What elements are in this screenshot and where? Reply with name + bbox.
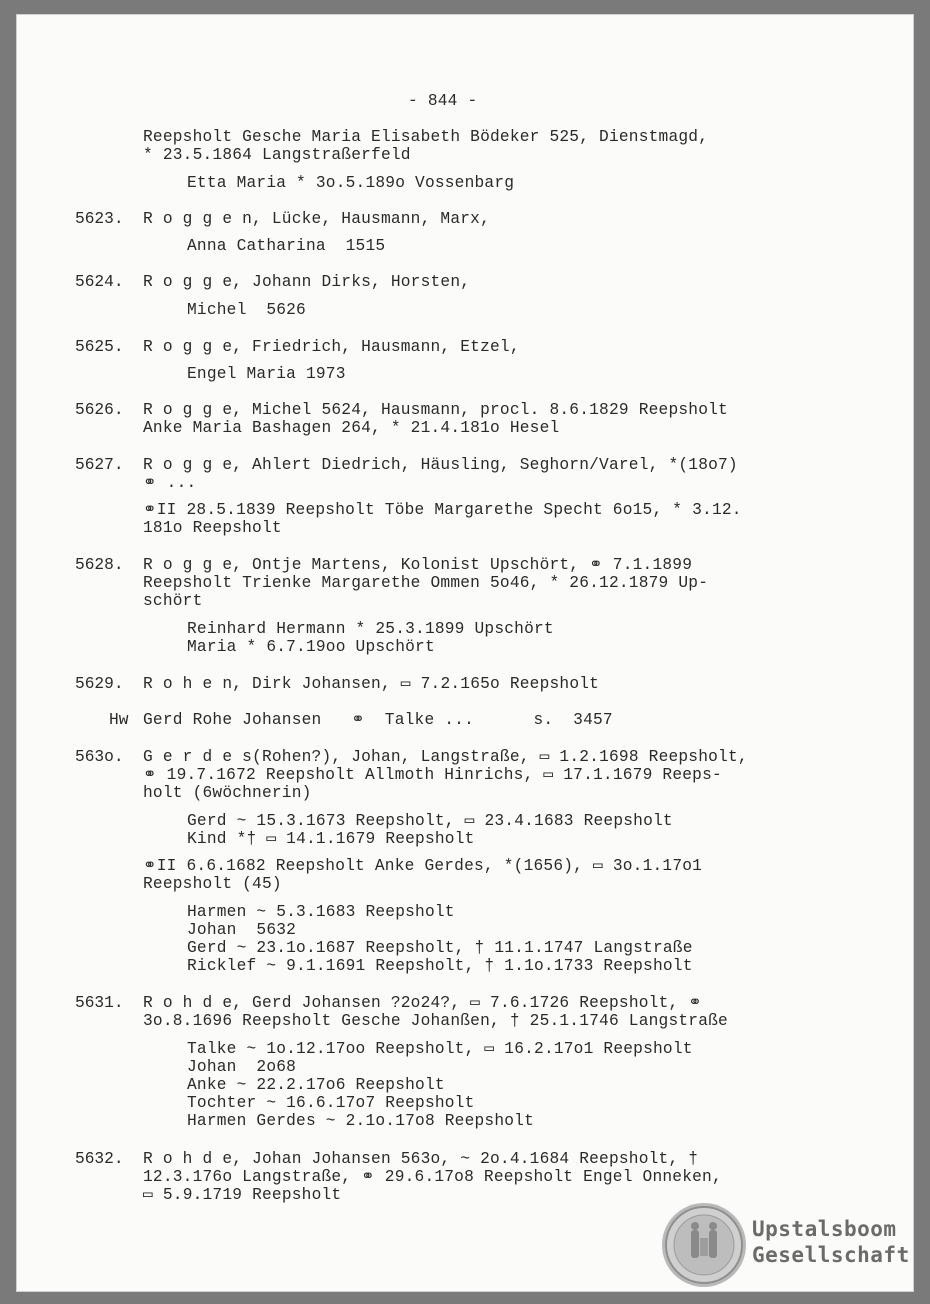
- entry-line: Johan 2o68: [187, 1058, 297, 1076]
- entry-line: R o g g e, Ahlert Diedrich, Häusling, Seghorn/Varel, *(18o7): [143, 456, 738, 474]
- entry-line: R o g g e, Ontje Martens, Kolonist Upschört, ⚭ 7.1.1899: [143, 556, 693, 574]
- brand-text: [752, 1216, 910, 1268]
- entry-hw: Hw: [109, 711, 129, 729]
- entry-line: Anke Maria Bashagen 264, * 21.4.181o Hesel: [143, 419, 560, 437]
- entry-line: Gerd ~ 23.1o.1687 Reepsholt, † 11.1.1747 Langstraße: [187, 939, 693, 957]
- entry-number: 5625.: [75, 338, 124, 356]
- entry-number: 5632.: [75, 1150, 124, 1168]
- entry-line: ⚭ 19.7.1672 Reepsholt Allmoth Hinrichs, ▭ 17.1.1679 Reeps-: [143, 766, 722, 784]
- brand-line2: Gesellschaft: [752, 1243, 910, 1267]
- entry-line: R o h d e, Johan Johansen 563o, ~ 2o.4.1684 Reepsholt, †: [143, 1150, 699, 1168]
- entry-line: R o g g e, Johann Dirks, Horsten,: [143, 273, 471, 291]
- entry-line: R o g g e n, Lücke, Hausmann, Marx,: [143, 210, 490, 228]
- entry-line: ⚭ ...: [143, 474, 197, 492]
- entry-line: Tochter ~ 16.6.17o7 Reepsholt: [187, 1094, 475, 1112]
- entry-line: holt (6wöchnerin): [143, 784, 312, 802]
- entry-line: G e r d e s(Rohen?), Johan, Langstraße, ▭ 1.2.1698 Reepsholt,: [143, 748, 748, 766]
- entry-number: 5628.: [75, 556, 124, 574]
- entry-line: Talke ~ 1o.12.17oo Reepsholt, ▭ 16.2.17o1 Reepsholt: [187, 1040, 693, 1058]
- entry-line: schört: [143, 592, 203, 610]
- entry-line: 12.3.176o Langstraße, ⚭ 29.6.17o8 Reepsholt Engel Onneken,: [143, 1168, 722, 1186]
- document-page: [16, 14, 914, 1292]
- entry-line: Reinhard Hermann * 25.3.1899 Upschört: [187, 620, 554, 638]
- entry-line: ⚭II 6.6.1682 Reepsholt Anke Gerdes, *(1656), ▭ 3o.1.17o1: [143, 857, 703, 875]
- entry-number: 5629.: [75, 675, 124, 693]
- entry-number: 5627.: [75, 456, 124, 474]
- entry-line: Michel 5626: [187, 301, 306, 319]
- entry-line: Engel Maria 1973: [187, 365, 346, 383]
- entry-line: Reepsholt Gesche Maria Elisabeth Bödeker 525, Dienstmagd,: [143, 128, 709, 146]
- entry-number: 563o.: [75, 748, 124, 766]
- entry-line: Kind *† ▭ 14.1.1679 Reepsholt: [187, 830, 475, 848]
- entry-line: R o h e n, Dirk Johansen, ▭ 7.2.165o Reepsholt: [143, 675, 600, 693]
- entry-number: 5623.: [75, 210, 124, 228]
- upstalsboom-seal-icon: [661, 1202, 747, 1288]
- entry-line: Reepsholt Trienke Margarethe Ommen 5o46, * 26.12.1879 Up-: [143, 574, 709, 592]
- entry-number: 5631.: [75, 994, 124, 1012]
- entry-line: Johan 5632: [187, 921, 297, 939]
- entry-line: Ricklef ~ 9.1.1691 Reepsholt, † 1.1o.1733 Reepsholt: [187, 957, 693, 975]
- entry-line: Anna Catharina 1515: [187, 237, 386, 255]
- entry-line: R o g g e, Friedrich, Hausmann, Etzel,: [143, 338, 520, 356]
- brand-line1: Upstalsboom: [752, 1217, 897, 1241]
- entry-line: R o h d e, Gerd Johansen ?2o24?, ▭ 7.6.1726 Reepsholt, ⚭: [143, 994, 703, 1012]
- entry-number: 5626.: [75, 401, 124, 419]
- entry-number: 5624.: [75, 273, 124, 291]
- entry-line: 181o Reepsholt: [143, 519, 282, 537]
- entry-line: R o g g e, Michel 5624, Hausmann, procl. 8.6.1829 Reepsholt: [143, 401, 728, 419]
- entry-line: Gerd Rohe Johansen ⚭ Talke ... s. 3457: [143, 711, 613, 729]
- entry-line: Harmen Gerdes ~ 2.1o.17o8 Reepsholt: [187, 1112, 534, 1130]
- page-number: - 844 -: [408, 92, 478, 110]
- entry-line: Maria * 6.7.19oo Upschört: [187, 638, 435, 656]
- entry-line: ⚭II 28.5.1839 Reepsholt Töbe Margarethe Specht 6o15, * 3.12.: [143, 501, 742, 519]
- entry-line: 3o.8.1696 Reepsholt Gesche Johanßen, † 25.1.1746 Langstraße: [143, 1012, 728, 1030]
- entry-line: * 23.5.1864 Langstraßerfeld: [143, 146, 411, 164]
- entry-line: Etta Maria * 3o.5.189o Vossenbarg: [187, 174, 515, 192]
- entry-line: Gerd ~ 15.3.1673 Reepsholt, ▭ 23.4.1683 Reepsholt: [187, 812, 673, 830]
- entry-line: ▭ 5.9.1719 Reepsholt: [143, 1186, 342, 1204]
- entry-line: Reepsholt (45): [143, 875, 282, 893]
- entry-line: Anke ~ 22.2.17o6 Reepsholt: [187, 1076, 445, 1094]
- entry-line: Harmen ~ 5.3.1683 Reepsholt: [187, 903, 455, 921]
